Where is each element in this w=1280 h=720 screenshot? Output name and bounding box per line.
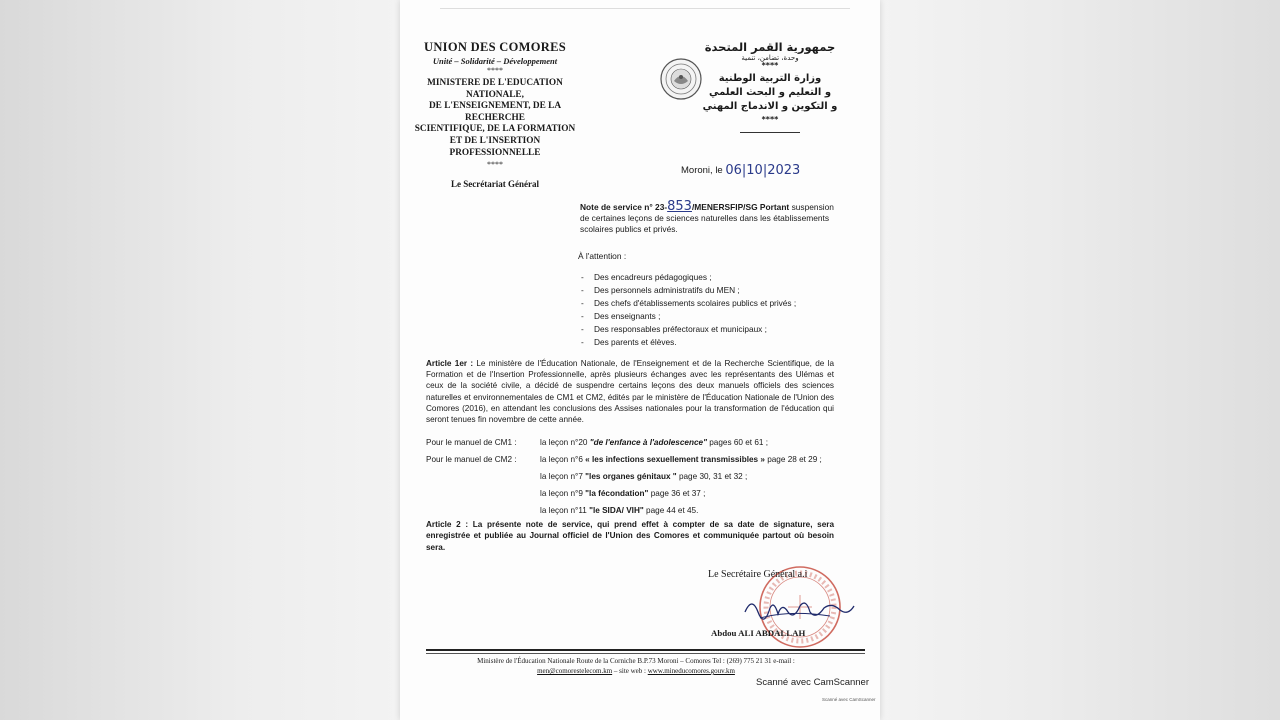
article-1-text: Le ministère de l'Éducation Nationale, de l'Enseignement et de la Recherche Scientifique, de la Formation et de l'Insertion Professionnelle, après plusieurs échanges avec les représentants des Ulémas et ceux de la société civile, a décidé de suspendre certains leçons des deux manuels officiels des sciences naturelles et environnementales de CM1 et CM2, édités par le ministère de l'Éducation Nationale de l'Union des Comores (2016), en attendant les conclusions des Assises nationales pour la transformation de l'éducation qui seront tenues fin novembre de cette année.: [426, 359, 834, 425]
manual-label: Pour le manuel de CM2 :: [426, 455, 517, 464]
list-item: - Des chefs d'établissements scolaires publics et privés ;: [581, 297, 796, 310]
handwritten-signature-icon: [740, 590, 860, 630]
footer-site-label: – site web :: [612, 667, 648, 675]
national-motto: Unité – Solidarité – Développement: [432, 56, 558, 66]
manual-label: [426, 468, 540, 485]
national-motto-arabic: وحدة، تضامن، تنمية: [741, 54, 799, 62]
lesson-title: "le SIDA/ VIH": [589, 506, 644, 515]
list-item: - Des enseignants ;: [581, 310, 796, 323]
ministry-line: SCIENTIFIQUE, DE LA FORMATION: [414, 124, 576, 135]
lesson-title: « les infections sexuellement transmissibles »: [585, 455, 765, 464]
lesson-detail: [540, 502, 846, 519]
manual-label: Pour le manuel de CM1 :: [426, 438, 517, 447]
footer-address: Ministère de l'Éducation Nationale Route de la Corniche B.P.73 Moroni – Comores Tel : (269) 775 21 31 e-mail :: [477, 657, 795, 665]
ministry-name-arabic: [700, 72, 840, 114]
ministry-name: [410, 78, 580, 159]
lesson-pages: pages 60 et 61 ;: [709, 438, 768, 447]
article-1-label: Article 1er :: [426, 359, 474, 368]
background-left: [0, 0, 400, 720]
lesson-row: [426, 451, 846, 468]
lesson-title: "les organes génitaux ": [585, 472, 677, 481]
lesson-pages: page 30, 31 et 32 ;: [678, 472, 748, 481]
note-label: Note de service n° 23-: [580, 202, 668, 212]
list-item: - Des responsables préfectoraux et municipaux ;: [581, 323, 796, 336]
lesson-detail: [540, 468, 846, 485]
header-left: [410, 40, 580, 190]
footer-website-link[interactable]: www.mineducomores.gouv.km: [647, 667, 735, 675]
note-subject-text: suspension de certaines leçons de sciences naturelles dans les établissements scolaires publics et privés.: [580, 202, 834, 234]
lesson-number: la leçon n°6: [540, 455, 583, 464]
ministry-line-arabic: و التكوين و الاندماج المهني: [702, 101, 838, 112]
lesson-detail: [540, 434, 846, 451]
ministry-line: MINISTERE DE L'EDUCATION NATIONALE,: [427, 78, 563, 100]
rule: [740, 132, 800, 133]
ministry-line: ET DE L'INSERTION PROFESSIONNELLE: [449, 135, 541, 158]
list-item: - Des encadreurs pédagogiques ;: [581, 271, 796, 284]
footer-rule: [426, 653, 865, 654]
lesson-pages: page 28 et 29 ;: [767, 455, 822, 464]
scanner-watermark-small: Scanné avec CamScanner: [822, 697, 876, 702]
footer-rule: [426, 649, 865, 651]
attention-label: À l'attention :: [578, 251, 627, 261]
secretariat-label: Le Secrétariat Général: [451, 179, 539, 190]
lesson-number: la leçon n°9: [540, 489, 583, 498]
top-rule: [440, 8, 850, 9]
footer-contact: [426, 666, 846, 676]
document-date: [681, 163, 800, 178]
lesson-number: la leçon n°11: [540, 506, 587, 515]
scanner-watermark: Scanné avec CamScanner: [756, 677, 870, 688]
lesson-list: [426, 434, 846, 519]
lesson-row: [426, 502, 846, 519]
note-ref: /MENERSFIP/SG Portant: [691, 202, 790, 212]
document-page: [400, 0, 880, 720]
footer: [426, 656, 846, 676]
ministry-line-arabic: و التعليم و البحث العلمي: [708, 87, 832, 98]
recipient-list: [581, 271, 796, 349]
lesson-number: la leçon n°20: [540, 438, 588, 447]
lesson-detail: [540, 451, 846, 468]
manual-label: [426, 502, 540, 519]
article-1: [426, 358, 834, 425]
ministry-line: DE L'ENSEIGNEMENT, DE LA RECHERCHE: [428, 101, 562, 123]
list-item: - Des personnels administratifs du MEN ;: [581, 284, 796, 297]
lesson-row: [426, 434, 846, 451]
lesson-title: "de l'enfance à l'adolescence": [589, 438, 707, 447]
country-name: UNION DES COMORES: [424, 40, 566, 54]
footer-email-link[interactable]: men@comorestelecom.km: [537, 667, 613, 675]
stars-separator: ****: [487, 160, 503, 170]
stars-separator: ****: [761, 115, 779, 124]
article-2-text: La présente note de service, qui prend effet à compter de sa date de signature, sera enregistrée et publiée au Journal officiel de l'Union des Comores et communiquée partout où besoin sera.: [426, 520, 834, 552]
note-number: 853: [667, 199, 692, 214]
header-right: [700, 40, 840, 133]
background-right: [880, 0, 1280, 720]
article-2: [426, 519, 834, 553]
list-item: - Des parents et élèves.: [581, 336, 796, 349]
manual-label: [426, 485, 540, 502]
stars-separator: ****: [761, 61, 779, 70]
signatory-name: Abdou ALI ABDALLAH: [711, 628, 806, 638]
lesson-title: "la fécondation": [585, 489, 649, 498]
lesson-pages: page 36 et 37 ;: [650, 489, 706, 498]
national-emblem-icon: [659, 57, 703, 101]
handwritten-date: 06|10|2023: [725, 163, 801, 178]
lesson-number: la leçon n°7: [540, 472, 583, 481]
stars-separator: ****: [487, 66, 503, 75]
article-2-label: Article 2 :: [426, 520, 469, 529]
signatory-title: Le Secrétaire Général a.i: [708, 569, 808, 580]
country-name-arabic: جمهورية القمر المتحدة: [704, 40, 836, 54]
ministry-line-arabic: وزارة التربية الوطنية: [718, 73, 822, 84]
date-prefix: Moroni, le: [681, 165, 723, 176]
lesson-row: [426, 468, 846, 485]
lesson-row: [426, 485, 846, 502]
lesson-pages: page 44 et 45.: [646, 506, 699, 515]
lesson-detail: [540, 485, 846, 502]
note-subject: [580, 201, 840, 235]
